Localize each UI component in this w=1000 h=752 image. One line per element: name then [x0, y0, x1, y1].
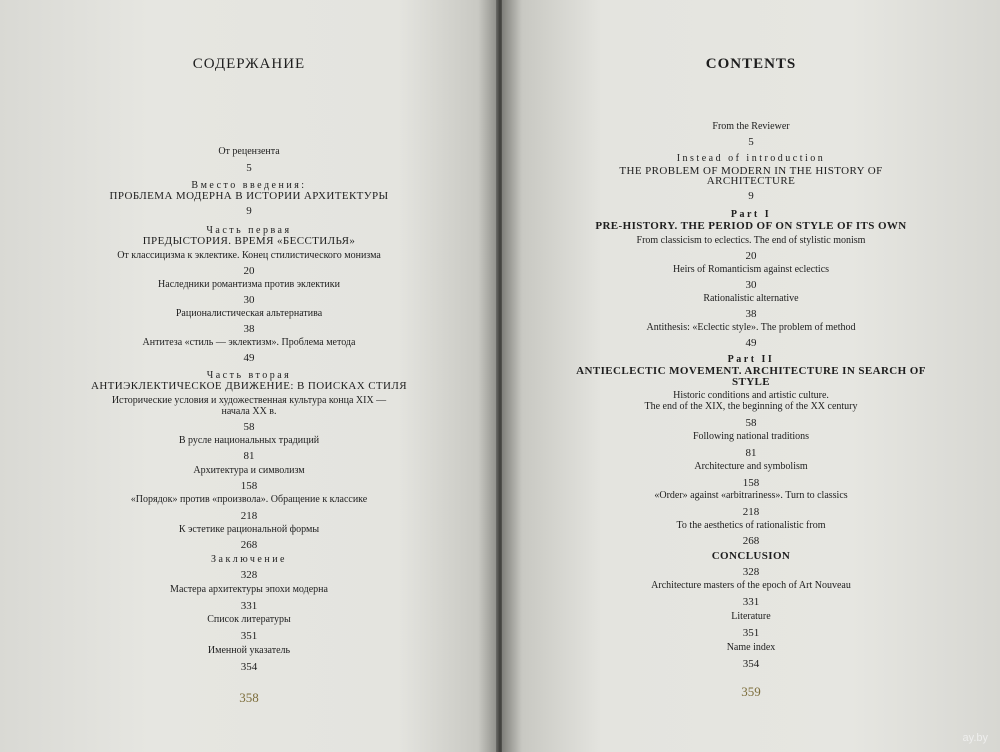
toc-entry: Architecture and symbolism	[694, 461, 808, 472]
toc-entry: Список литературы	[207, 614, 291, 625]
toc-entry: Heirs of Romanticism against eclectics	[672, 264, 830, 275]
page-number: 328	[742, 566, 760, 578]
page-number: 5	[748, 136, 754, 148]
page-number: 331	[742, 596, 760, 608]
toc-entry: начала XX в.	[221, 406, 277, 417]
page-number: 328	[240, 569, 258, 581]
toc-entry: От классицизма к эклектике. Конец стилистического монизма	[117, 250, 381, 261]
page-number: 20	[243, 265, 255, 277]
page-heading: CONTENTS	[705, 56, 797, 72]
section-label: Заключение	[211, 554, 287, 565]
page-folio: 359	[741, 684, 761, 699]
page-number: 49	[745, 337, 757, 349]
toc-entry: To the aesthetics of rationalistic from	[676, 520, 826, 531]
toc-entry: «Порядок» против «произвола». Обращение к классике	[130, 494, 368, 505]
page-number: 218	[240, 510, 258, 522]
page-number: 58	[745, 417, 757, 429]
toc-entry: From the Reviewer	[712, 121, 790, 132]
part-title: ПРЕДЫСТОРИЯ. ВРЕМЯ «БЕССТИЛЬЯ»	[142, 235, 356, 247]
section-label: Instead of introduction	[676, 153, 826, 164]
toc-entry: Name index	[726, 642, 776, 653]
toc-entry: От рецензента	[218, 146, 280, 157]
toc-entry: Architecture masters of the epoch of Art Nouveau	[651, 580, 851, 591]
page-number: 30	[243, 294, 255, 306]
page-number: 20	[745, 250, 757, 262]
page-number: 81	[243, 450, 255, 462]
page-number: 158	[240, 480, 258, 492]
part-label: Part I	[730, 209, 772, 220]
toc-entry: Исторические условия и художественная культура конца XIX —	[111, 395, 387, 406]
page-number: 49	[243, 352, 255, 364]
toc-entry: Rationalistic alternative	[703, 293, 799, 304]
right-page-english	[502, 0, 1000, 752]
page-folio: 358	[239, 690, 259, 705]
toc-entry: Рационалистическая альтернатива	[175, 308, 323, 319]
page-number: 218	[742, 506, 760, 518]
page-number: 351	[742, 627, 760, 639]
toc-entry: Antithesis: «Eclectic style». The problem of method	[646, 322, 856, 333]
section-title: THE PROBLEM OF MODERN IN THE HISTORY OF	[619, 165, 883, 177]
part-title: STYLE	[731, 376, 771, 388]
page-number: 331	[240, 600, 258, 612]
left-page-russian	[0, 0, 498, 752]
watermark: ay.by	[962, 732, 988, 744]
toc-entry: Мастера архитектуры эпохи модерна	[170, 584, 328, 595]
toc-entry: From classicism to eclectics. The end of stylistic monism	[636, 235, 866, 246]
page-number: 354	[240, 661, 258, 673]
page-heading: СОДЕРЖАНИЕ	[192, 56, 306, 72]
section-title: CONCLUSION	[711, 550, 791, 562]
part-title: PRE-HISTORY. THE PERIOD OF ON STYLE OF ITS OWN	[595, 220, 907, 232]
toc-entry: В русле национальных традиций	[178, 435, 320, 446]
toc-entry: Именной указатель	[207, 645, 291, 656]
page-number: 58	[243, 421, 255, 433]
toc-entry: «Order» against «arbitrariness». Turn to classics	[654, 490, 848, 501]
page-number: 5	[246, 162, 252, 174]
page-number: 268	[742, 535, 760, 547]
page-number: 30	[745, 279, 757, 291]
section-title: ПРОБЛЕМА МОДЕРНА В ИСТОРИИ АРХИТЕКТУРЫ	[109, 190, 389, 202]
toc-entry: Historic conditions and artistic culture.	[673, 390, 829, 401]
part-title: АНТИЭКЛЕКТИЧЕСКОЕ ДВИЖЕНИЕ: В ПОИСКАХ СТИЛЯ	[90, 380, 407, 392]
toc-entry: Архитектура и символизм	[193, 465, 305, 476]
toc-entry: The end of the XIX, the beginning of the XX century	[644, 401, 858, 412]
page-number: 351	[240, 630, 258, 642]
page-number: 9	[246, 205, 252, 217]
page-number: 38	[745, 308, 757, 320]
toc-entry: Literature	[731, 611, 771, 622]
part-label: Part II	[727, 354, 775, 365]
page-number: 38	[243, 323, 255, 335]
part-title: ANTIECLECTIC MOVEMENT. ARCHITECTURE IN SEARCH OF	[576, 365, 926, 377]
section-label: Вместо введения:	[191, 180, 307, 191]
part-label: Часть первая	[206, 225, 292, 236]
toc-entry: Антитеза «стиль — эклектизм». Проблема метода	[142, 337, 356, 348]
page-number: 9	[748, 190, 754, 202]
page-number: 354	[742, 658, 760, 670]
toc-entry: Наследники романтизма против эклектики	[158, 279, 340, 290]
part-label: Часть вторая	[206, 370, 292, 381]
page-number: 158	[742, 477, 760, 489]
section-title: ARCHITECTURE	[706, 175, 796, 187]
toc-entry: К эстетике рациональной формы	[178, 524, 320, 535]
toc-entry: Following national traditions	[692, 431, 810, 442]
page-number: 268	[240, 539, 258, 551]
page-number: 81	[745, 447, 757, 459]
